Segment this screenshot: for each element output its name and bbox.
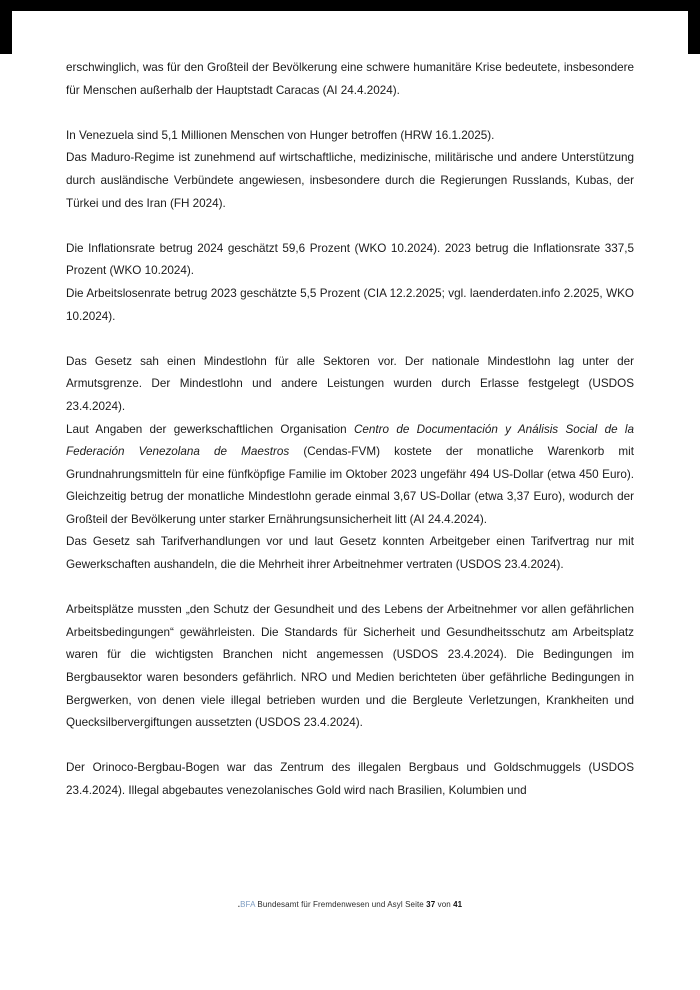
footer-of-label: von <box>437 900 451 909</box>
cendas-pre-text: Laut Angaben der gewerkschaftlichen Organisation <box>66 422 354 436</box>
cendas-post-text: (Cendas-FVM) kostete der monatliche Warenkorb mit Grundnahrungsmitteln für eine fünfköpfige Familie im Oktober 2023 ungefähr 494 US-Dollar (etwa 450 Euro). Gleichzeitig betrug der monatliche Mindestlohn gerade einmal 3,67 US-Dollar (etwa 3,37 Euro), wodurch der Großteil der Bevölkerung unter starker Ernährungsunsicherheit litt (AI 24.4.2024). <box>66 445 635 526</box>
cendas-organization-name: Centro de Documentación y Análisis Social de la Federación Venezolana de Maestros <box>66 422 634 459</box>
paragraph-unemployment: Die Arbeitslosenrate betrug 2023 geschätzte 5,5 Prozent (CIA 12.2.2025; vgl. laenderdaten.info 2.2025, WKO 10.2024). <box>66 286 634 323</box>
paragraph-inflation: Die Inflationsrate betrug 2024 geschätzt 59,6 Prozent (WKO 10.2024). 2023 betrug die Inflationsrate 337,5 Prozent (WKO 10.2024). <box>66 241 634 278</box>
page-footer <box>0 899 700 911</box>
paragraph-minimum-wage-law: Das Gesetz sah einen Mindestlohn für alle Sektoren vor. Der nationale Mindestlohn lag unter der Armutsgrenze. Der Mindestlohn und andere Leistungen wurden durch Erlasse festgelegt (USDOS 23.4.2024). <box>66 354 634 413</box>
paragraph-maduro-regime: Das Maduro-Regime ist zunehmend auf wirtschaftliche, medizinische, militärische und andere Unterstützung durch ausländische Verbündete angewiesen, insbesondere durch die Regierungen Russlands, Kubas, der Türkei und des Iran (FH 2024). <box>66 151 634 210</box>
page-frame-right-border <box>688 0 700 54</box>
paragraph-hunger: In Venezuela sind 5,1 Millionen Menschen von Hunger betroffen (HRW 16.1.2025). <box>66 128 495 142</box>
page-frame-top-border <box>0 0 700 11</box>
paragraph-cendas-fvm <box>66 419 634 532</box>
footer-page-label: Seite <box>405 900 424 909</box>
bfa-logo-mark: . <box>237 900 241 909</box>
bfa-logo: BFA <box>240 900 256 909</box>
footer-page-number: 37 <box>426 900 436 909</box>
paragraph-workplace-safety: Arbeitsplätze mussten „den Schutz der Gesundheit und des Lebens der Arbeitnehmer vor allen gefährlichen Arbeitsbedingungen“ gewährleisten. Die Standards für Sicherheit und Gesundheitsschutz am Arbeitsplatz waren für die wichtigsten Branchen nicht angemessen (USDOS 23.4.2024). Die Bedingungen im Bergbausektor waren besonders gefährlich. NRO und Medien berichteten über gefährliche Bedingungen in Bergwerken, von denen viele illegal betrieben wurden und die Bergleute Verletzungen, Krankheiten und Quecksilbervergiftungen aussetzten (USDOS 23.4.2024). <box>66 603 634 730</box>
paragraph-affordability: erschwinglich, was für den Großteil der Bevölkerung eine schwere humanitäre Krise bedeutete, insbesondere für Menschen außerhalb der Hauptstadt Caracas (AI 24.4.2024). <box>66 61 634 97</box>
paragraph-orinoco-mining: Der Orinoco-Bergbau-Bogen war das Zentrum des illegalen Bergbaus und Goldschmuggels (USDOS 23.4.2024). Illegal abgebautes venezolanisches Gold wird nach Brasilien, Kolumbien und <box>66 761 634 797</box>
footer-total-pages: 41 <box>453 900 463 909</box>
footer-org-text: Bundesamt für Fremdenwesen und Asyl <box>257 900 403 909</box>
page-frame-left-border <box>0 0 12 54</box>
document-body <box>66 57 634 803</box>
paragraph-collective-bargaining: Das Gesetz sah Tarifverhandlungen vor und laut Gesetz konnten Arbeitgeber einen Tarifvertrag nur mit Gewerkschaften aushandeln, die die Mehrheit ihrer Arbeitnehmer vertraten (USDOS 23.4.2024). <box>66 535 634 572</box>
